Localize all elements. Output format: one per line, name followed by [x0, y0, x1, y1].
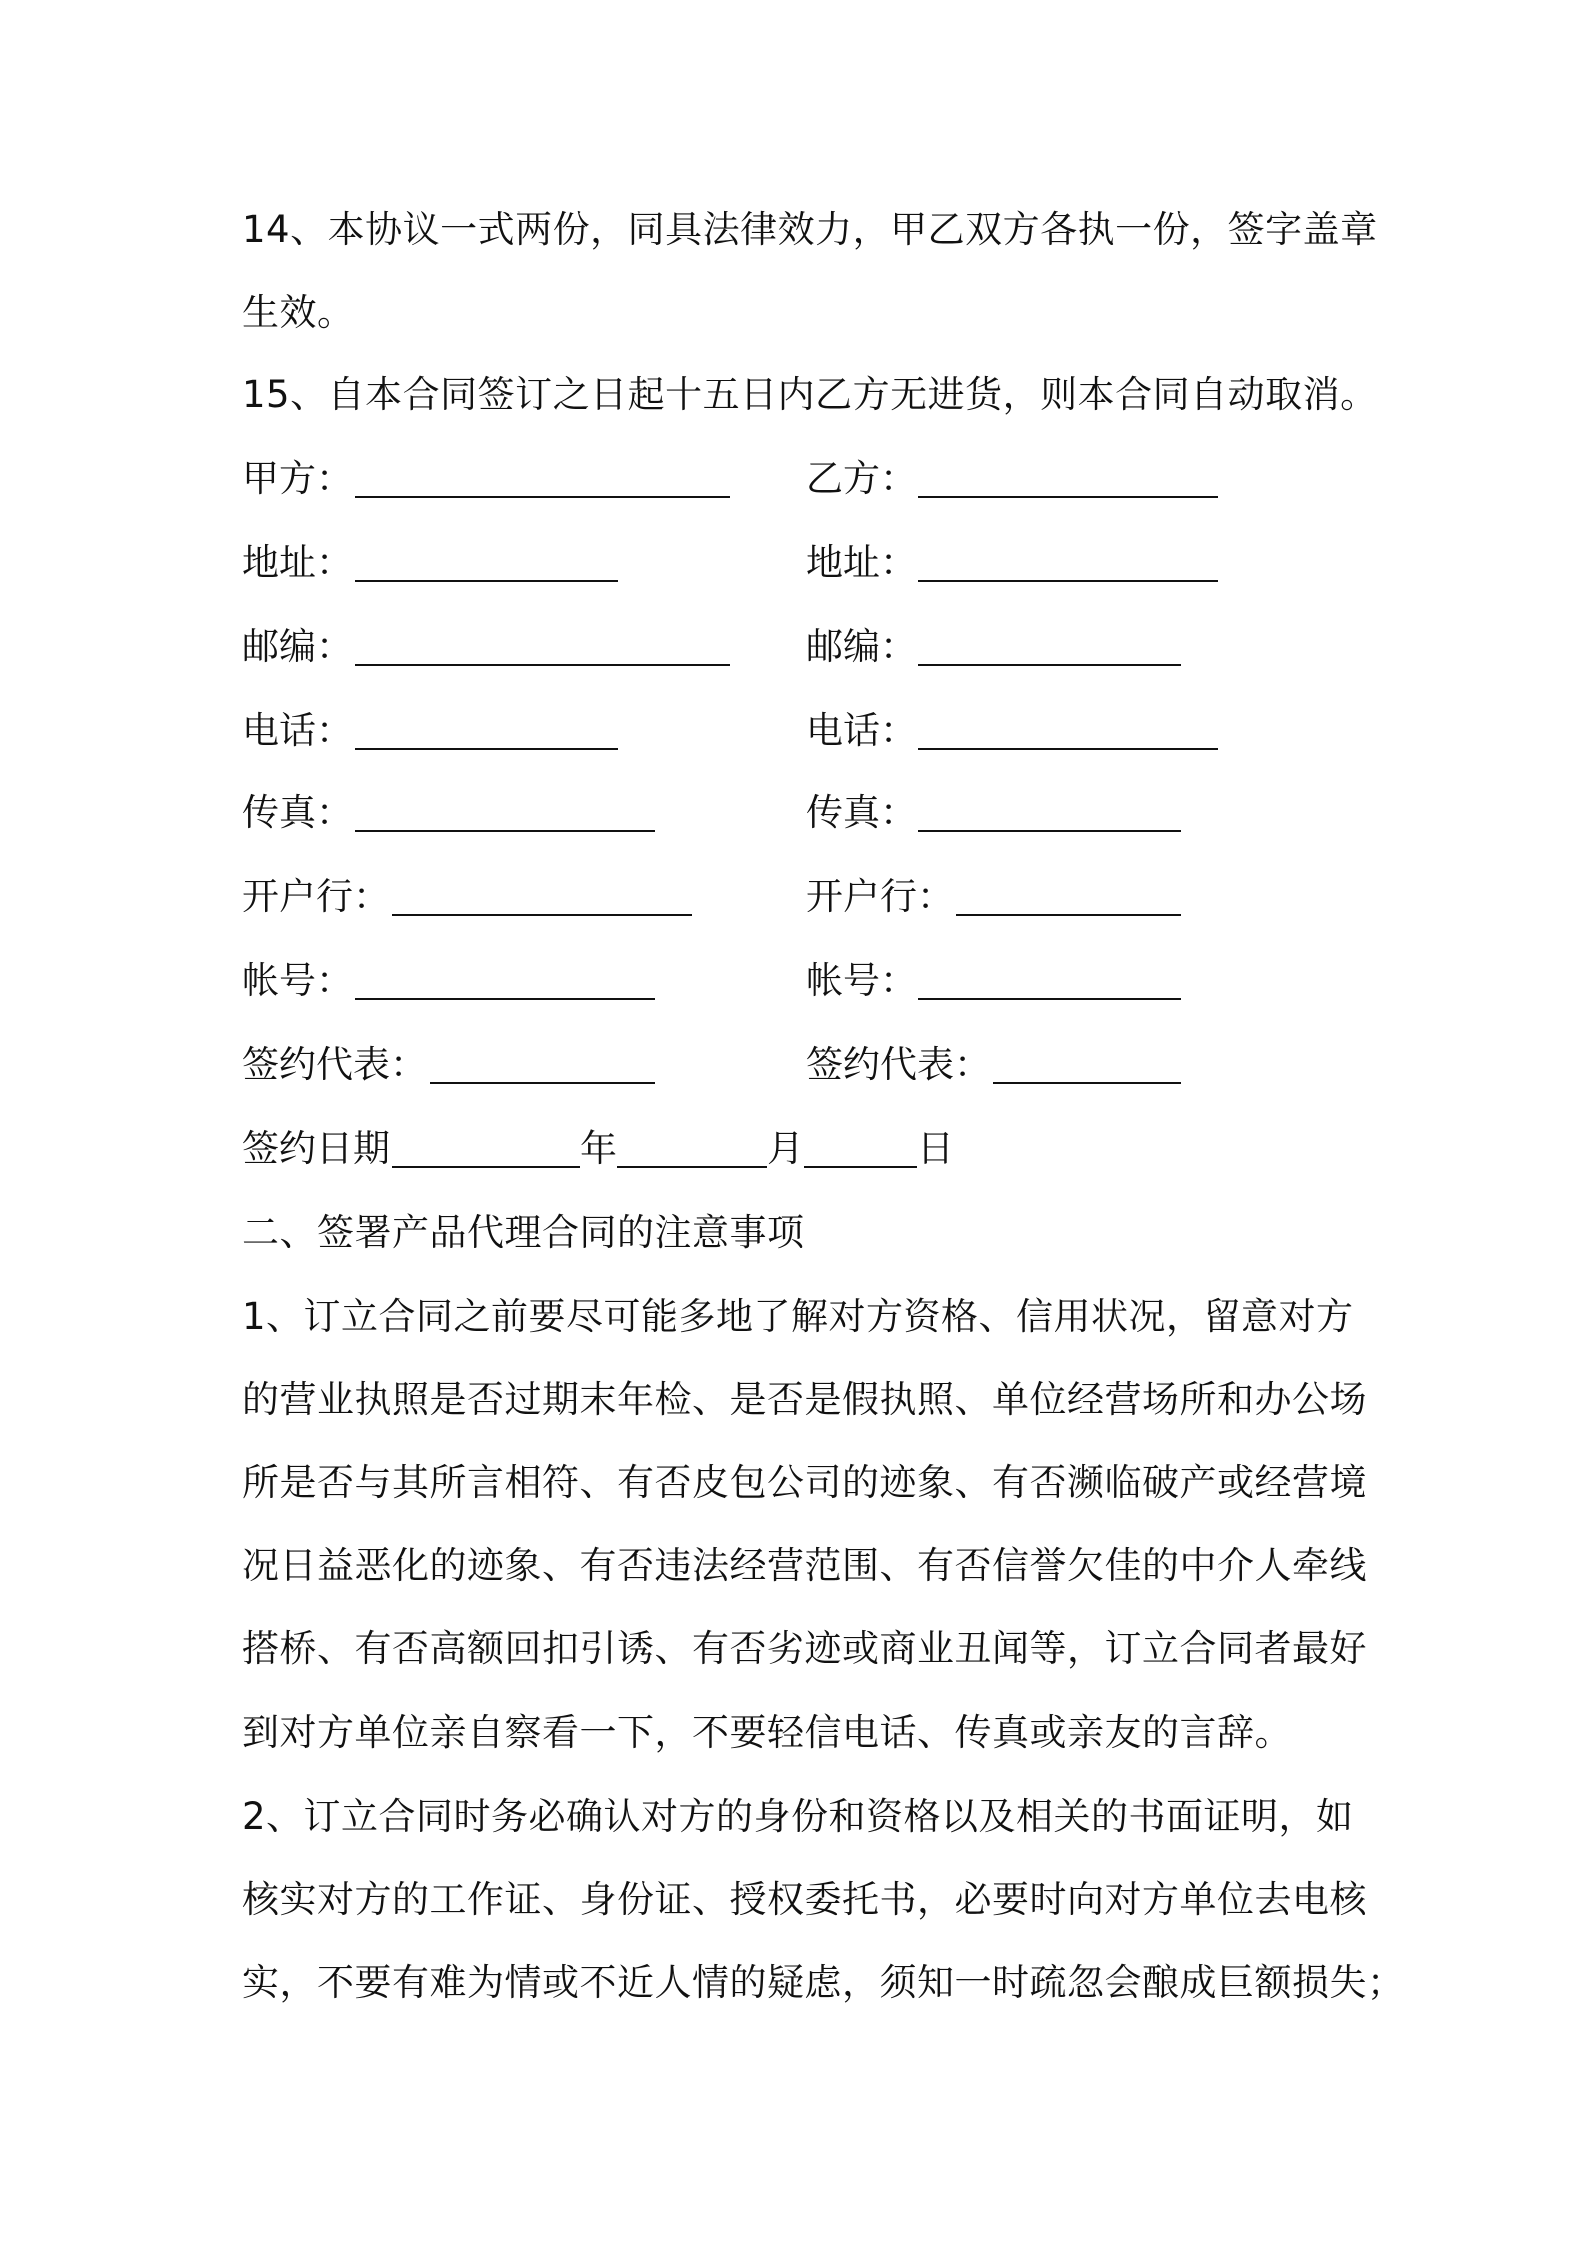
party-b-name-blank[interactable] [918, 496, 1218, 498]
party-b-address-blank[interactable] [918, 580, 1218, 582]
party-b-representative-blank[interactable] [993, 1082, 1181, 1084]
party-a-fax-label: 传真： [242, 791, 353, 834]
paragraph-1-line: 所是否与其所言相符、有否皮包公司的迹象、有否濒临破产或经营境 [242, 1461, 1367, 1504]
party-b-bank-label: 开户行： [806, 875, 954, 918]
paragraph-2-line: 核实对方的工作证、身份证、授权委托书，必要时向对方单位去电核 [242, 1878, 1367, 1921]
signing-day-label: 日 [917, 1127, 954, 1170]
party-b-fax-blank[interactable] [918, 830, 1181, 832]
signing-year-blank[interactable] [392, 1166, 580, 1168]
party-b-address-label: 地址： [806, 541, 917, 584]
paragraph-1-line: 1、订立合同之前要尽可能多地了解对方资格、信用状况，留意对方 [242, 1295, 1354, 1338]
party-a-phone-blank[interactable] [355, 748, 618, 750]
signing-month-blank[interactable] [617, 1166, 767, 1168]
signing-month-label: 月 [767, 1127, 804, 1170]
party-b-phone-label: 电话： [806, 709, 917, 752]
party-b-account-blank[interactable] [918, 998, 1181, 1000]
party-a-address-blank[interactable] [355, 580, 618, 582]
paragraph-1-line: 搭桥、有否高额回扣引诱、有否劣迹或商业丑闻等，订立合同者最好 [242, 1627, 1367, 1670]
paragraph-1-line: 况日益恶化的迹象、有否违法经营范围、有否信誉欠佳的中介人牵线 [242, 1544, 1367, 1587]
party-b-account-label: 帐号： [806, 959, 917, 1002]
clause-15-line-1: 15、自本合同签订之日起十五日内乙方无进货，则本合同自动取消。 [242, 373, 1378, 416]
party-a-account-label: 帐号： [242, 959, 353, 1002]
party-a-address-label: 地址： [242, 541, 353, 584]
party-a-postcode-label: 邮编： [242, 625, 353, 668]
party-b-name-label: 乙方： [806, 457, 917, 500]
party-a-representative-label: 签约代表： [242, 1043, 427, 1086]
paragraph-2-line: 2、订立合同时务必确认对方的身份和资格以及相关的书面证明，如 [242, 1795, 1354, 1838]
section-2-heading: 二、签署产品代理合同的注意事项 [242, 1211, 805, 1254]
party-b-postcode-label: 邮编： [806, 625, 917, 668]
party-a-bank-label: 开户行： [242, 875, 390, 918]
signing-date-label: 签约日期 [242, 1127, 390, 1170]
party-b-bank-blank[interactable] [956, 914, 1181, 916]
party-b-postcode-blank[interactable] [918, 664, 1181, 666]
party-b-representative-label: 签约代表： [806, 1043, 991, 1086]
party-a-phone-label: 电话： [242, 709, 353, 752]
party-a-account-blank[interactable] [355, 998, 655, 1000]
party-b-fax-label: 传真： [806, 791, 917, 834]
paragraph-1-line: 的营业执照是否过期末年检、是否是假执照、单位经营场所和办公场 [242, 1378, 1367, 1421]
signing-year-label: 年 [580, 1127, 617, 1170]
party-a-postcode-blank[interactable] [355, 664, 730, 666]
clause-14-line-2: 生效。 [242, 291, 355, 334]
party-a-bank-blank[interactable] [392, 914, 692, 916]
clause-14-line-1: 14、本协议一式两份，同具法律效力，甲乙双方各执一份，签字盖章 [242, 208, 1378, 251]
party-a-name-blank[interactable] [355, 496, 730, 498]
party-b-phone-blank[interactable] [918, 748, 1218, 750]
party-a-representative-blank[interactable] [430, 1082, 655, 1084]
party-a-name-label: 甲方： [242, 457, 353, 500]
party-a-fax-blank[interactable] [355, 830, 655, 832]
paragraph-1-line: 到对方单位亲自察看一下，不要轻信电话、传真或亲友的言辞。 [242, 1711, 1292, 1754]
signing-day-blank[interactable] [804, 1166, 917, 1168]
paragraph-2-line: 实，不要有难为情或不近人情的疑虑，须知一时疏忽会酿成巨额损失； [242, 1961, 1405, 2004]
